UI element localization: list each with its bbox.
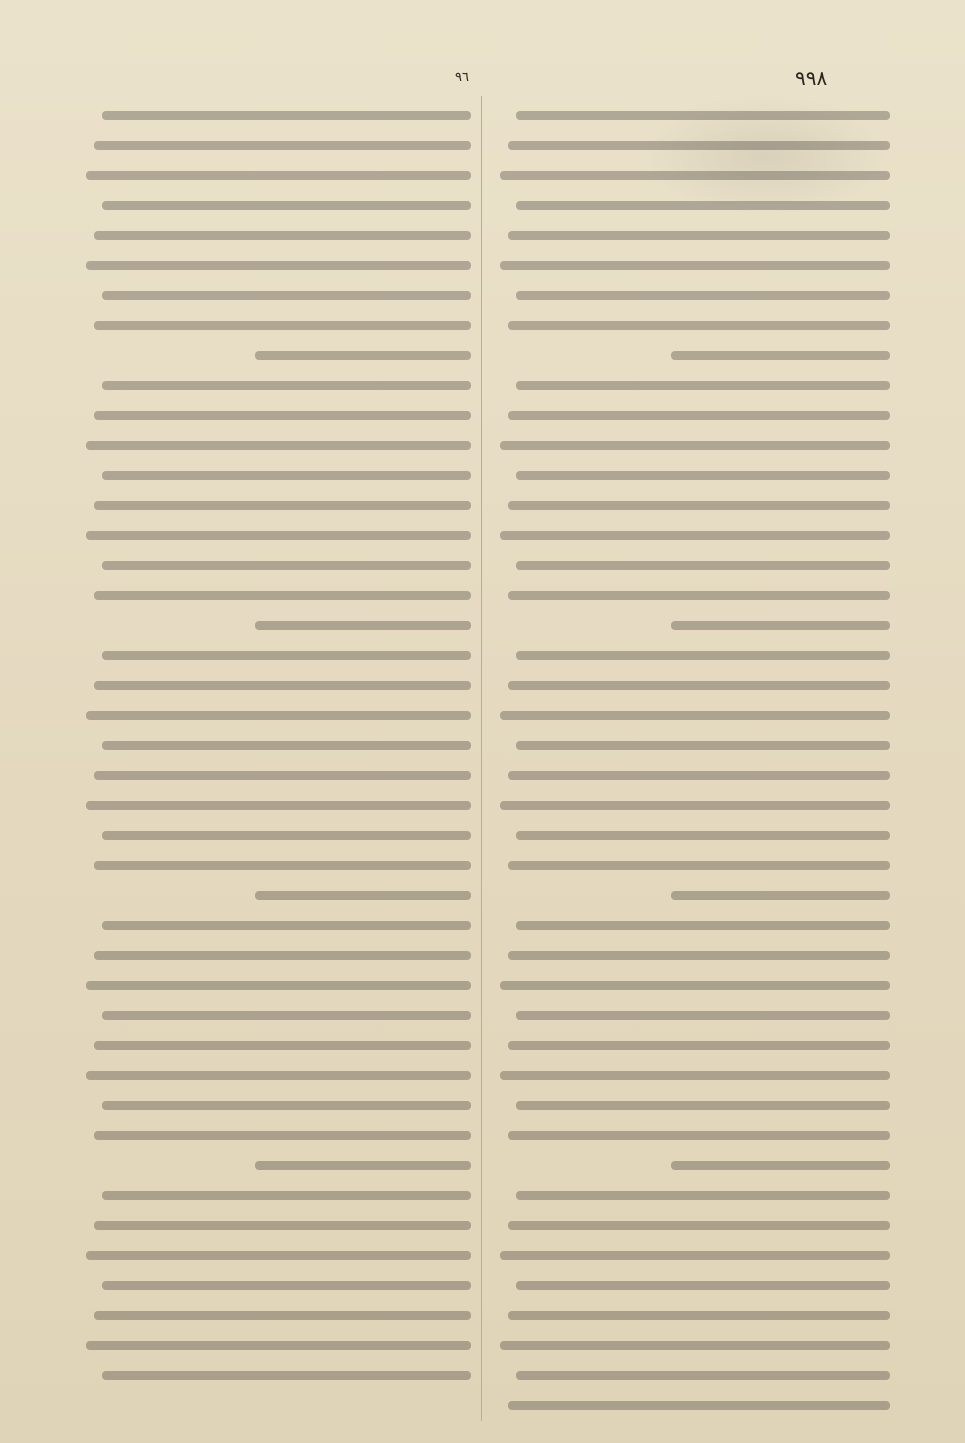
illegible-text: [508, 861, 890, 870]
illegible-text: [102, 831, 471, 840]
illegible-text: [102, 471, 471, 480]
illegible-text: [102, 1371, 471, 1380]
text-line: [492, 1000, 890, 1030]
illegible-text: [102, 1011, 471, 1020]
text-line: [78, 340, 471, 370]
illegible-text: [508, 591, 890, 600]
illegible-text: [671, 351, 890, 360]
text-line: [78, 1210, 471, 1240]
text-line: [78, 640, 471, 670]
illegible-text: [94, 771, 471, 780]
illegible-text: [516, 831, 890, 840]
text-line: [78, 850, 471, 880]
illegible-text: [255, 891, 471, 900]
text-line: [78, 280, 471, 310]
illegible-text: [516, 1371, 890, 1380]
text-line: [78, 130, 471, 160]
text-line: [492, 400, 890, 430]
illegible-text: [508, 1131, 890, 1140]
text-line: [492, 220, 890, 250]
text-line: [492, 280, 890, 310]
text-line: [78, 700, 471, 730]
text-line: [492, 970, 890, 1000]
text-line: [78, 190, 471, 220]
text-line: [78, 1060, 471, 1090]
illegible-text: [102, 921, 471, 930]
illegible-text: [516, 561, 890, 570]
illegible-text: [516, 741, 890, 750]
text-line: [492, 670, 890, 700]
text-line: [492, 310, 890, 340]
text-line: [78, 1270, 471, 1300]
illegible-text: [86, 441, 471, 450]
text-line: [492, 130, 890, 160]
illegible-text: [500, 441, 890, 450]
illegible-text: [500, 711, 890, 720]
text-line: [492, 700, 890, 730]
text-line: [492, 190, 890, 220]
illegible-text: [86, 981, 471, 990]
text-line: [492, 760, 890, 790]
text-line: [492, 790, 890, 820]
text-line: [78, 730, 471, 760]
illegible-text: [102, 1281, 471, 1290]
text-line: [78, 670, 471, 700]
text-line: [78, 760, 471, 790]
illegible-text: [500, 1071, 890, 1080]
text-line: [78, 970, 471, 1000]
text-line: [492, 1060, 890, 1090]
text-line: [492, 340, 890, 370]
illegible-text: [86, 1341, 471, 1350]
text-line: [78, 1240, 471, 1270]
illegible-text: [500, 1251, 890, 1260]
illegible-text: [508, 411, 890, 420]
text-line: [78, 160, 471, 190]
text-line: [492, 1330, 890, 1360]
text-line: [78, 820, 471, 850]
illegible-text: [94, 681, 471, 690]
illegible-text: [508, 1401, 890, 1410]
text-line: [492, 1090, 890, 1120]
illegible-text: [516, 381, 890, 390]
illegible-text: [86, 1251, 471, 1260]
illegible-text: [94, 321, 471, 330]
text-line: [78, 1300, 471, 1330]
illegible-text: [508, 141, 890, 150]
text-line: [78, 1150, 471, 1180]
text-line: [78, 1090, 471, 1120]
text-column-left: [78, 100, 471, 1390]
text-column-right: [492, 100, 890, 1420]
illegible-text: [500, 1341, 890, 1350]
text-line: [492, 1270, 890, 1300]
illegible-text: [671, 1161, 890, 1170]
illegible-text: [94, 951, 471, 960]
illegible-text: [94, 411, 471, 420]
text-line: [492, 640, 890, 670]
illegible-text: [94, 1131, 471, 1140]
illegible-text: [94, 1041, 471, 1050]
illegible-text: [102, 561, 471, 570]
illegible-text: [102, 201, 471, 210]
text-line: [78, 790, 471, 820]
text-line: [492, 370, 890, 400]
illegible-text: [508, 321, 890, 330]
illegible-text: [86, 1071, 471, 1080]
illegible-text: [102, 381, 471, 390]
illegible-text: [102, 741, 471, 750]
text-line: [492, 880, 890, 910]
illegible-text: [671, 621, 890, 630]
text-line: [78, 940, 471, 970]
page-number: ۹۹٨: [795, 66, 828, 90]
text-line: [492, 1360, 890, 1390]
text-line: [492, 1030, 890, 1060]
illegible-text: [516, 921, 890, 930]
text-line: [78, 310, 471, 340]
illegible-text: [516, 1011, 890, 1020]
illegible-text: [508, 231, 890, 240]
illegible-text: [516, 201, 890, 210]
text-line: [492, 1390, 890, 1420]
running-head: ٩٦: [455, 70, 469, 85]
illegible-text: [94, 1311, 471, 1320]
illegible-text: [508, 951, 890, 960]
illegible-text: [516, 1191, 890, 1200]
illegible-text: [508, 681, 890, 690]
illegible-text: [94, 501, 471, 510]
illegible-text: [516, 291, 890, 300]
illegible-text: [508, 1311, 890, 1320]
illegible-text: [508, 1221, 890, 1230]
illegible-text: [516, 111, 890, 120]
text-line: [492, 550, 890, 580]
illegible-text: [508, 1041, 890, 1050]
text-line: [492, 580, 890, 610]
text-line: [492, 520, 890, 550]
illegible-text: [94, 231, 471, 240]
illegible-text: [86, 711, 471, 720]
text-line: [78, 580, 471, 610]
text-line: [78, 220, 471, 250]
illegible-text: [94, 141, 471, 150]
illegible-text: [86, 801, 471, 810]
text-line: [78, 1030, 471, 1060]
text-line: [78, 610, 471, 640]
illegible-text: [94, 591, 471, 600]
text-line: [492, 1240, 890, 1270]
column-divider: [481, 96, 482, 1421]
text-line: [78, 520, 471, 550]
illegible-text: [508, 771, 890, 780]
illegible-text: [255, 351, 471, 360]
text-line: [492, 610, 890, 640]
text-line: [78, 1180, 471, 1210]
text-line: [492, 820, 890, 850]
illegible-text: [102, 1191, 471, 1200]
illegible-text: [86, 171, 471, 180]
illegible-text: [102, 111, 471, 120]
text-line: [492, 1150, 890, 1180]
illegible-text: [500, 171, 890, 180]
text-line: [492, 910, 890, 940]
illegible-text: [516, 1281, 890, 1290]
illegible-text: [516, 651, 890, 660]
text-line: [492, 1300, 890, 1330]
illegible-text: [94, 1221, 471, 1230]
text-line: [78, 1000, 471, 1030]
text-line: [78, 100, 471, 130]
illegible-text: [102, 1101, 471, 1110]
illegible-text: [102, 291, 471, 300]
text-line: [78, 250, 471, 280]
illegible-text: [516, 1101, 890, 1110]
text-line: [78, 550, 471, 580]
illegible-text: [500, 531, 890, 540]
illegible-text: [86, 261, 471, 270]
text-line: [78, 460, 471, 490]
text-line: [78, 400, 471, 430]
text-line: [492, 730, 890, 760]
illegible-text: [500, 981, 890, 990]
text-line: [78, 370, 471, 400]
text-line: [78, 1330, 471, 1360]
illegible-text: [86, 531, 471, 540]
illegible-text: [255, 1161, 471, 1170]
text-line: [78, 880, 471, 910]
text-line: [492, 940, 890, 970]
text-line: [492, 850, 890, 880]
illegible-text: [255, 621, 471, 630]
text-line: [78, 1360, 471, 1390]
text-line: [492, 160, 890, 190]
text-line: [78, 430, 471, 460]
illegible-text: [94, 861, 471, 870]
text-line: [492, 430, 890, 460]
illegible-text: [508, 501, 890, 510]
text-line: [492, 1210, 890, 1240]
text-line: [492, 1120, 890, 1150]
illegible-text: [102, 651, 471, 660]
text-line: [492, 460, 890, 490]
text-line: [78, 1120, 471, 1150]
text-line: [492, 250, 890, 280]
text-line: [492, 100, 890, 130]
text-line: [78, 490, 471, 520]
illegible-text: [500, 801, 890, 810]
illegible-text: [516, 471, 890, 480]
illegible-text: [500, 261, 890, 270]
illegible-text: [671, 891, 890, 900]
text-line: [492, 490, 890, 520]
text-line: [78, 910, 471, 940]
text-line: [492, 1180, 890, 1210]
